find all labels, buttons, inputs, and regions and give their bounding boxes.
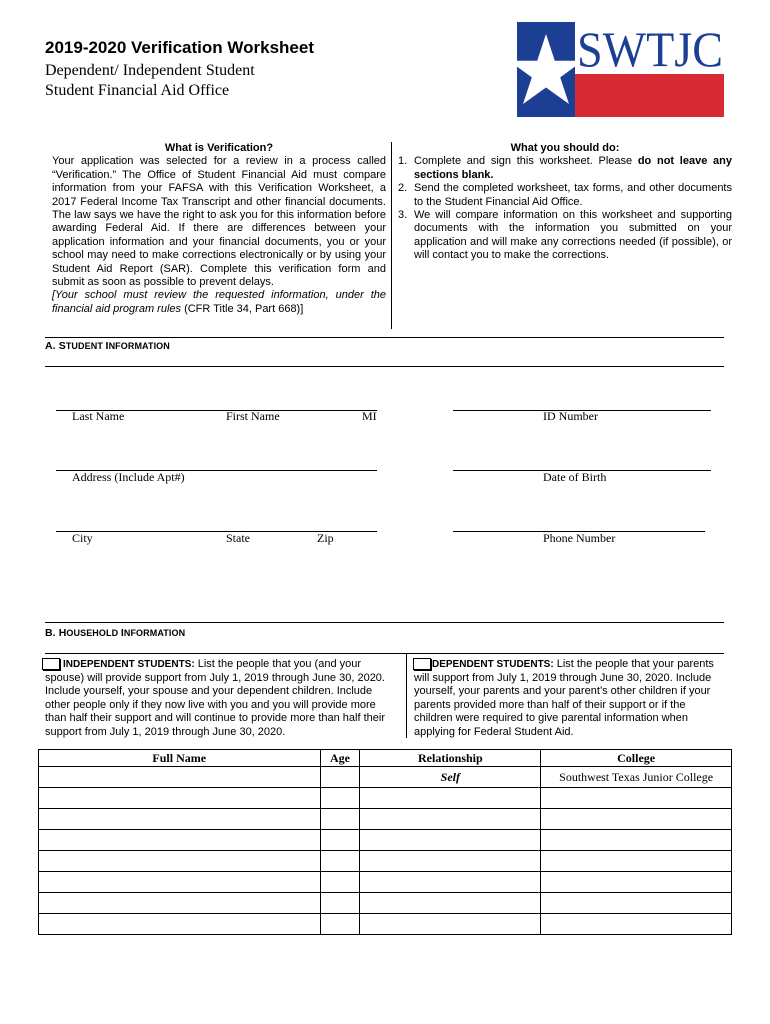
age-cell[interactable] [320,788,360,809]
table-row [39,767,732,788]
table-row [39,872,732,893]
table-header-row [39,750,732,767]
mi-label: MI [362,409,377,423]
college-cell[interactable] [541,851,732,872]
divider [45,622,724,623]
state-label: State [226,531,250,545]
age-cell[interactable] [320,893,360,914]
instructions-list [398,155,732,262]
college-cell[interactable] [541,830,732,851]
table-row [39,788,732,809]
age-cell[interactable] [320,872,360,893]
section-a-title: A. STUDENT INFORMATION [45,340,170,352]
verification-heading: What is Verification? [164,142,274,154]
zip-label: Zip [317,531,334,545]
age-cell[interactable] [320,767,360,788]
full-name-cell[interactable] [39,872,321,893]
college-cell[interactable] [541,914,732,935]
relationship-cell[interactable] [360,914,541,935]
relationship-cell[interactable] [360,851,541,872]
relationship-cell: Self [360,767,541,788]
verification-column [52,142,386,316]
list-item: 1. Complete and sign this worksheet. Please do not leave any sections blank. [398,155,732,181]
section-b-title: B. HOUSEHOLD INFORMATION [45,627,186,639]
divider [45,366,724,367]
full-name-cell[interactable] [39,809,321,830]
full-name-cell[interactable] [39,830,321,851]
relationship-cell[interactable] [360,872,541,893]
college-cell[interactable] [541,872,732,893]
table-row [39,914,732,935]
verification-paragraph: Your application was selected for a review in a process called “Verification.” The Office of Student Financial Aid must compare information from your FAFSA with this Verification Worksheet, a 2017 Federal Income Tax Transcript and other financial documents. The law says we have the right to ask you for this information before awarding Federal Aid. If there are differences between your application information and your financial documents, you or your school may need to make corrections electronically or by using your Student Aid Report (SAR). Complete this verification form and submit as soon as possible to prevent delays. [52,155,386,289]
phone-label: Phone Number [543,531,616,545]
column-divider [406,654,407,738]
table-row [39,851,732,872]
column-divider [391,142,392,329]
full-name-cell[interactable] [39,788,321,809]
id-number-label: ID Number [543,409,598,423]
table-row [39,830,732,851]
divider [45,337,724,338]
full-name-cell[interactable] [39,893,321,914]
relationship-cell[interactable] [360,788,541,809]
page-title: 2019-2020 Verification Worksheet [45,38,314,57]
table-row [39,893,732,914]
page-subtitle: Dependent/ Independent Student [45,62,255,79]
office-name: Student Financial Aid Office [45,82,230,99]
table-row [39,809,732,830]
last-name-label: Last Name [72,409,125,423]
instructions-column [398,142,732,263]
age-cell[interactable] [320,914,360,935]
full-name-cell[interactable] [39,914,321,935]
relationship-cell[interactable] [360,809,541,830]
household-table [38,749,732,935]
list-item: 3. We will compare information on this worksheet and supporting documents with the information you submitted on your application and will make any corrections needed (if possible), or will contact you to make the corrections. [398,209,732,262]
address-label: Address (Include Apt#) [72,470,185,484]
full-name-header: Full Name [39,750,321,767]
list-item: 2. Send the completed worksheet, tax forms, and other documents to the Student Financial Aid Office. [398,182,732,208]
relationship-cell[interactable] [360,830,541,851]
verification-note: [Your school must review the requested information, under the financial aid program rules (CFR Title 34, Part 668)] [52,289,386,315]
dob-label: Date of Birth [543,470,607,484]
independent-students-text: INDEPENDENT STUDENTS: List the people that you (and your spouse) will provide support from July 1, 2019 through June 30, 2020. Include yourself, your spouse and your dependent children. Include other people only if they now live with you and you will provide more than half their support and will continue to provide more than half their support from July 1, 2019 through June 30, 2020. [45,658,385,738]
college-header: College [541,750,732,767]
age-cell[interactable] [320,809,360,830]
dependent-students-text: DEPENDENT STUDENTS: List the people that your parents will support from July 1, 2019 through June 30, 2020. Include yourself, your parents and your parent’s other children if your parents provided more than half of their support or if the children were required to give parental information when applying for Federal Student Aid. [414,658,714,738]
divider [45,653,724,654]
full-name-cell[interactable] [39,851,321,872]
swtjc-logo [517,22,724,117]
age-cell[interactable] [320,830,360,851]
college-cell[interactable] [541,893,732,914]
logo-text: SWTJC [577,22,723,77]
relationship-header: Relationship [360,750,541,767]
relationship-cell[interactable] [360,893,541,914]
college-cell[interactable] [541,809,732,830]
college-cell: Southwest Texas Junior College [541,767,732,788]
instructions-heading: What you should do: [510,142,620,154]
age-cell[interactable] [320,851,360,872]
full-name-cell[interactable] [39,767,321,788]
city-label: City [72,531,93,545]
first-name-label: First Name [226,409,280,423]
age-header: Age [320,750,360,767]
college-cell[interactable] [541,788,732,809]
